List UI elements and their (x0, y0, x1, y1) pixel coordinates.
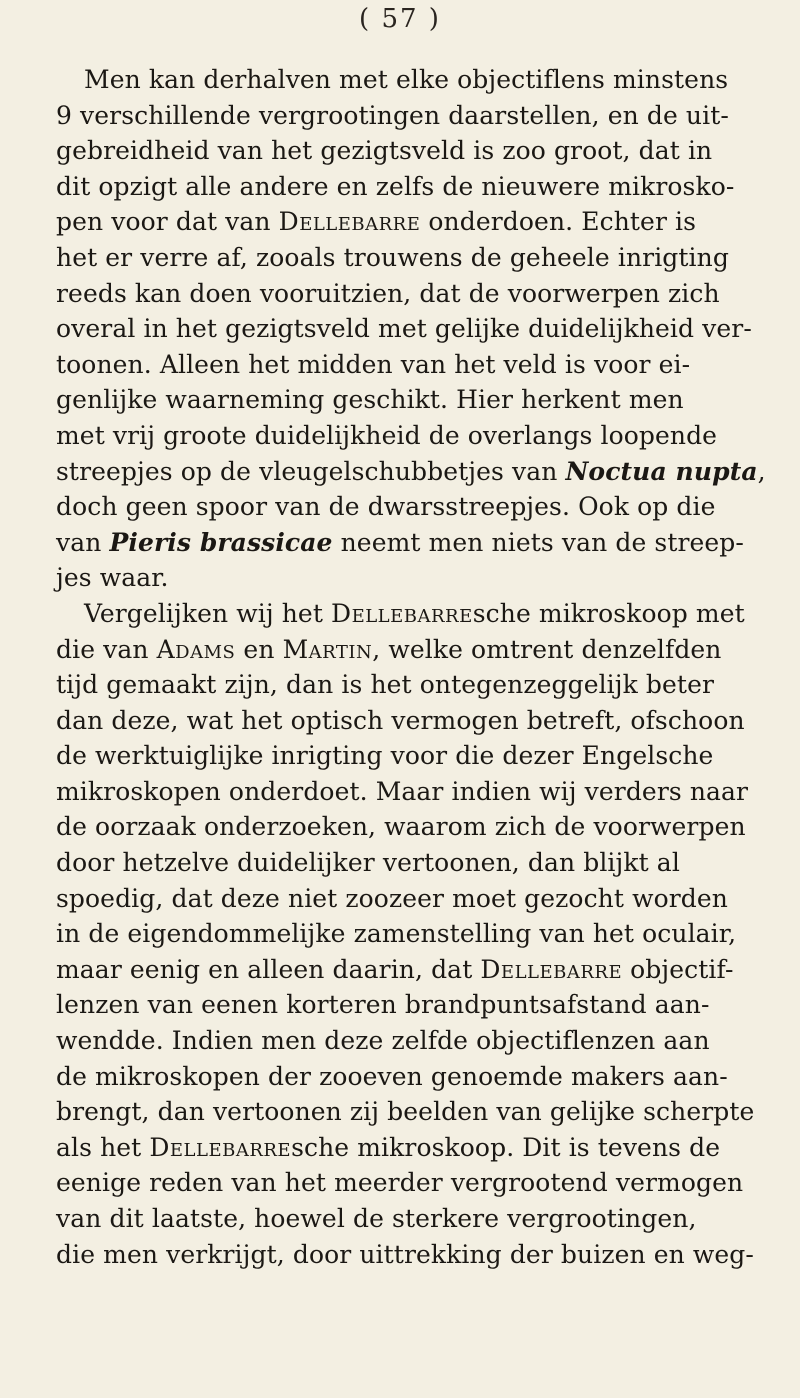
species-name: Pieris brassicae (109, 527, 333, 557)
text-segment: 9 verschillende vergrootingen daarstellen, en de uit- (56, 100, 729, 130)
text-line (56, 667, 715, 703)
text-line (56, 489, 716, 525)
text-line (56, 204, 697, 240)
text-line (56, 98, 729, 134)
text-line (56, 809, 746, 845)
text-segment: de oorzaak onderzoeken, waarom zich de voorwerpen (56, 812, 746, 842)
text-segment: onderdoen. Echter is (420, 207, 697, 237)
text-segment: reeds kan doen vooruitzien, dat de voorwerpen zich (56, 278, 720, 308)
text-segment: lenzen van eenen korteren brandpuntsafstand aan- (56, 990, 710, 1020)
text-segment: neemt men niets van de streep- (332, 527, 744, 557)
page-number: ( 57 ) (359, 4, 441, 34)
text-segment: , welke omtrent denzelfden (372, 634, 722, 664)
text-line (56, 1201, 697, 1237)
proper-name: Dellebarre (149, 1132, 292, 1162)
text-segment: die van (56, 634, 157, 664)
text-segment: , (757, 456, 766, 486)
text-segment: de mikroskopen der zooeven genoemde makers aan- (56, 1061, 728, 1091)
text-line (56, 62, 729, 98)
text-segment: de werktuiglijke inrigting voor die dezer Engelsche (56, 741, 714, 771)
text-segment: tijd gemaakt zijn, dan is het ontegenzeggelijk beter (56, 670, 715, 700)
text-segment: Vergelijken wij het (84, 598, 332, 628)
text-segment: genlijke waarneming geschikt. Hier herkent men (56, 385, 684, 415)
text-line (56, 987, 710, 1023)
text-line (56, 240, 729, 276)
text-segment: in de eigendommelijke zamenstelling van het oculair, (56, 919, 737, 949)
text-line (56, 774, 749, 810)
text-line (56, 560, 658, 596)
text-line (56, 738, 714, 774)
text-segment: en (235, 634, 283, 664)
text-segment: van dit laatste, hoewel de sterkere vergrootingen, (56, 1204, 697, 1233)
text-line (56, 952, 734, 988)
text-line (56, 133, 713, 169)
text-segment: pen voor dat van (56, 207, 279, 237)
text-segment: jes waar. (56, 563, 169, 593)
text-segment: doch geen spoor van de dwarsstreepjes. Ook op die (56, 492, 716, 522)
species-name: Noctua nupta (565, 456, 758, 486)
text-segment: spoedig, dat deze niet zoozeer moet gezocht worden (56, 883, 728, 913)
proper-name: Martin (282, 634, 373, 664)
text-segment: wendde. Indien men deze zelfde objectiflenzen aan (56, 1026, 710, 1056)
proper-name: Dellebarre (480, 954, 623, 984)
text-line (56, 845, 680, 881)
text-segment: dan deze, wat het optisch vermogen betreft, ofschoon (56, 705, 745, 735)
text-line (56, 418, 718, 454)
text-line (56, 169, 735, 205)
text-segment: dit opzigt alle andere en zelfs de nieuwere mikrosko- (56, 171, 735, 201)
text-segment: eenige reden van het meerder vergrootend vermogen (56, 1168, 744, 1198)
text-line (56, 1059, 728, 1095)
text-segment: objectif- (622, 954, 734, 984)
text-line (56, 382, 684, 418)
text-line (56, 1165, 744, 1201)
text-line (56, 596, 745, 632)
body-text (56, 62, 766, 1272)
text-segment: die men verkrijgt, door uittrekking der buizen en weg- (56, 1239, 754, 1269)
proper-name: Adams (156, 634, 236, 664)
text-segment: sche mikroskoop. Dit is tevens de (291, 1132, 721, 1162)
text-line (56, 1094, 755, 1130)
text-segment: streepjes op de vleugelschubbetjes van (56, 456, 566, 486)
text-line (56, 916, 737, 952)
text-segment: met vrij groote duidelijkheid de overlangs loopende (56, 420, 718, 450)
text-segment: het er verre af, zooals trouwens de geheele inrigting (56, 242, 729, 272)
text-line (56, 276, 720, 312)
text-segment: toonen. Alleen het midden van het veld is voor ei- (56, 349, 691, 379)
text-segment: overal in het gezigtsveld met gelijke duidelijkheid ver- (56, 314, 752, 344)
text-line (56, 632, 722, 668)
text-line (56, 1130, 721, 1166)
text-segment: gebreidheid van het gezigtsveld is zoo groot, dat in (56, 136, 713, 166)
text-line (56, 703, 745, 739)
text-line (56, 1023, 710, 1059)
text-line (56, 311, 752, 347)
text-line (56, 1237, 754, 1273)
text-segment: mikroskopen onderdoet. Maar indien wij verders naar (56, 776, 749, 806)
text-segment: van (56, 527, 110, 557)
proper-name: Dellebarre (278, 207, 421, 237)
text-segment: door hetzelve duidelijker vertoonen, dan blijkt al (56, 848, 680, 878)
text-segment: als het (56, 1132, 150, 1162)
text-segment: maar eenig en alleen daarin, dat (56, 954, 481, 984)
text-segment: Men kan derhalven met elke objectiflens minstens (84, 65, 729, 94)
text-line (56, 347, 691, 383)
proper-name: Dellebarre (331, 598, 473, 628)
text-line (56, 525, 744, 561)
text-line (56, 881, 728, 917)
text-line (56, 454, 766, 490)
text-segment: brengt, dan vertoonen zij beelden van gelijke scherpte (56, 1097, 755, 1127)
text-segment: sche mikroskoop met (472, 598, 745, 628)
